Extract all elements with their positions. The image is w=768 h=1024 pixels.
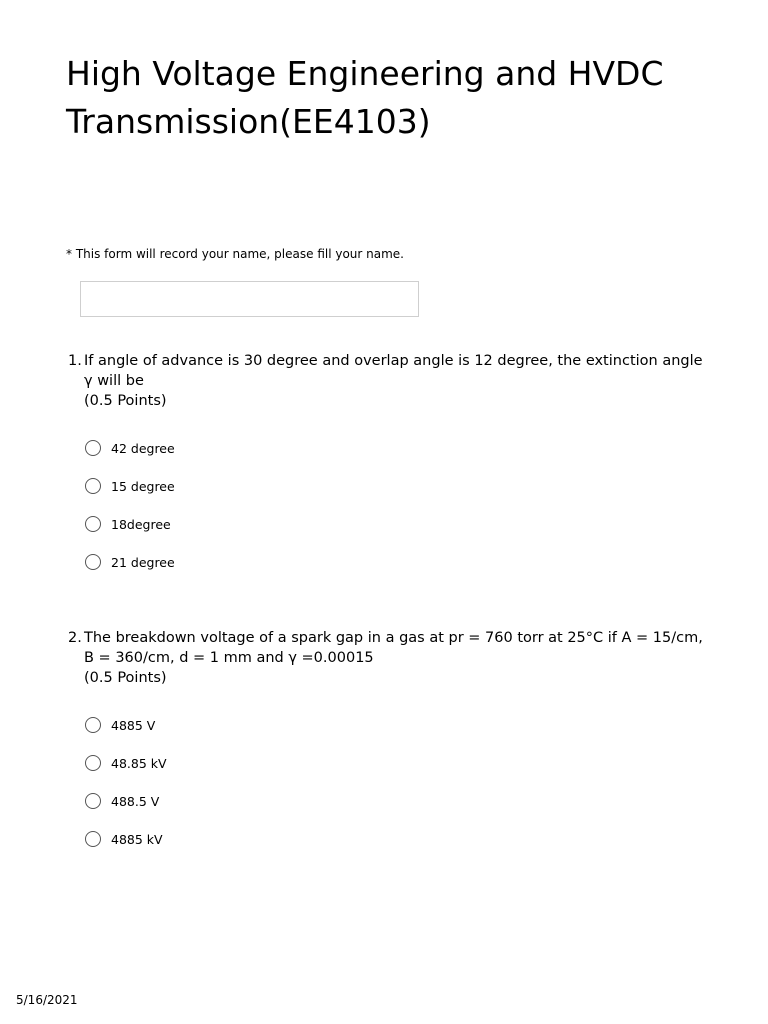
- radio-button[interactable]: [85, 516, 101, 532]
- question-2: [68, 628, 708, 858]
- question-1: [68, 351, 708, 581]
- answer-option[interactable]: [85, 543, 708, 581]
- answer-option[interactable]: [85, 505, 708, 543]
- option-label: 21 degree: [111, 554, 175, 570]
- answer-option[interactable]: [85, 467, 708, 505]
- radio-button[interactable]: [85, 831, 101, 847]
- option-label: 15 degree: [111, 478, 175, 494]
- question-text: The breakdown voltage of a spark gap in a gas at pr = 760 torr at 25°C if A = 15/cm, B = 360/cm, d = 1 mm and γ =0.00015: [84, 630, 703, 666]
- option-label: 488.5 V: [111, 793, 160, 809]
- radio-button[interactable]: [85, 554, 101, 570]
- radio-button[interactable]: [85, 793, 101, 809]
- radio-button[interactable]: [85, 440, 101, 456]
- question-header: [68, 351, 708, 411]
- answer-option[interactable]: [85, 820, 708, 858]
- question-header: [68, 628, 708, 688]
- question-body: [84, 351, 708, 411]
- radio-button[interactable]: [85, 717, 101, 733]
- answer-option[interactable]: [85, 782, 708, 820]
- option-label: 18degree: [111, 516, 171, 532]
- answer-option[interactable]: [85, 706, 708, 744]
- question-points: (0.5 Points): [84, 670, 167, 686]
- question-text: If angle of advance is 30 degree and overlap angle is 12 degree, the extinction angle γ will be: [84, 353, 703, 389]
- answer-options: [85, 429, 708, 581]
- radio-button[interactable]: [85, 478, 101, 494]
- form-title: High Voltage Engineering and HVDC Transmission(EE4103): [66, 54, 664, 141]
- option-label: 4885 V: [111, 717, 156, 733]
- option-label: 42 degree: [111, 440, 175, 456]
- question-points: (0.5 Points): [84, 393, 167, 409]
- radio-button[interactable]: [85, 755, 101, 771]
- answer-option[interactable]: [85, 744, 708, 782]
- question-body: [84, 628, 708, 688]
- answer-option[interactable]: [85, 429, 708, 467]
- footer-date: 5/16/2021: [16, 993, 78, 1007]
- option-label: 4885 kV: [111, 831, 163, 847]
- option-label: 48.85 kV: [111, 755, 167, 771]
- name-record-notice: * This form will record your name, please fill your name.: [66, 247, 404, 261]
- question-number: 2.: [68, 630, 82, 646]
- name-input[interactable]: [80, 281, 419, 317]
- answer-options: [85, 706, 708, 858]
- question-number: 1.: [68, 353, 82, 369]
